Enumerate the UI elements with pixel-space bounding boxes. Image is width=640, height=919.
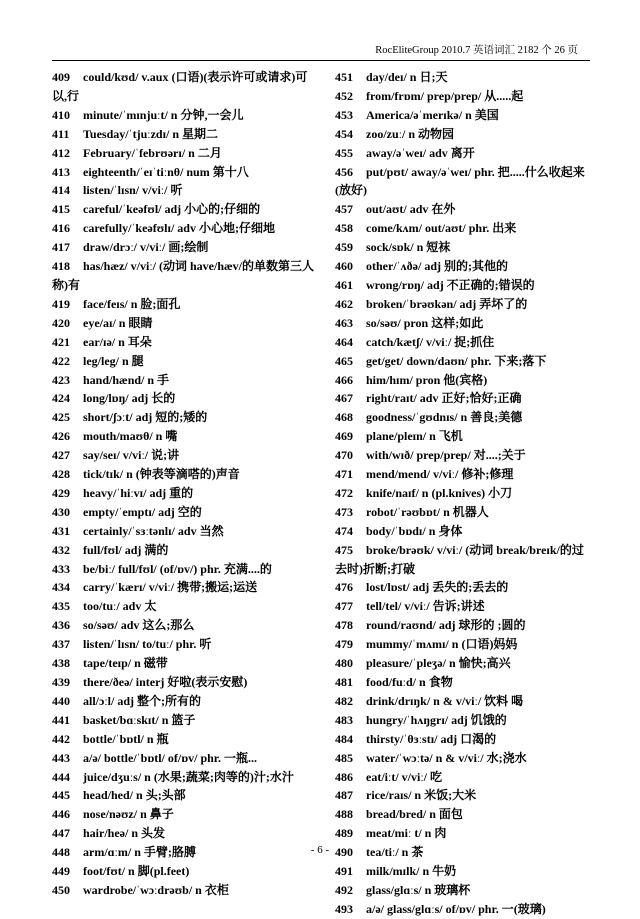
entry-text: hungry/ˈhʌŋgrɪ/ adj 饥饿的 — [366, 712, 507, 727]
entry-text: hair/heə/ n 头发 — [83, 826, 166, 841]
entry-text: broken/ˈbrəʊkən/ adj 弄坏了的 — [366, 296, 528, 311]
entry-number: 412 — [52, 145, 70, 160]
vocab-entry — [52, 333, 316, 352]
vocab-entry — [52, 616, 316, 635]
entry-number: 474 — [335, 523, 353, 538]
right-column — [335, 68, 593, 919]
vocab-entry — [335, 692, 593, 711]
vocab-entry — [52, 578, 316, 597]
entry-text: America/əˈmerɪkə/ n 美国 — [366, 107, 499, 122]
vocab-entry — [335, 446, 593, 465]
vocab-entry — [52, 805, 316, 824]
vocab-entry — [52, 484, 316, 503]
entry-number: 489 — [335, 826, 353, 841]
entry-number: 444 — [52, 769, 70, 784]
vocab-entry — [335, 768, 593, 787]
entry-number: 448 — [52, 845, 70, 860]
vocab-entry — [335, 238, 593, 257]
vocab-entry — [335, 522, 593, 541]
entry-text: sock/sɒk/ n 短袜 — [366, 240, 451, 255]
entry-number: 462 — [335, 296, 353, 311]
vocab-entry — [335, 106, 593, 125]
vocab-entry — [335, 730, 593, 749]
vocab-entry — [335, 654, 593, 673]
entry-number: 434 — [52, 580, 70, 595]
vocab-entry — [335, 465, 593, 484]
entry-number: 422 — [52, 353, 70, 368]
vocab-entry — [335, 673, 593, 692]
entry-text: certainly/ˈsɜːtənlɪ/ adv 当然 — [83, 523, 224, 538]
entry-text: all/ɔːl/ adj 整个;所有的 — [83, 693, 201, 708]
entry-number: 473 — [335, 504, 353, 519]
vocab-entry — [335, 200, 593, 219]
entry-number: 428 — [52, 467, 70, 482]
entry-number: 477 — [335, 599, 353, 614]
vocab-entry — [52, 654, 316, 673]
vocab-entry — [335, 503, 593, 522]
entry-text: drink/drɪŋk/ n & v/viː/ 饮料 喝 — [366, 693, 524, 708]
vocab-entry — [52, 371, 316, 390]
vocab-entry — [335, 578, 593, 597]
entry-text: foot/fʊt/ n 脚(pl.feet) — [83, 864, 190, 879]
entry-number: 452 — [335, 88, 353, 103]
vocab-entry — [335, 333, 593, 352]
entry-text: get/get/ down/daʊn/ phr. 下来;落下 — [366, 353, 547, 368]
entry-text: from/frɒm/ prep/prep/ 从.....起 — [366, 88, 524, 103]
entry-number: 481 — [335, 675, 353, 689]
entry-number: 421 — [52, 334, 70, 349]
entry-text: him/hɪm/ pron 他(宾格) — [366, 372, 488, 387]
vocab-entry — [335, 371, 593, 390]
vocab-entry — [335, 257, 593, 276]
vocab-entry — [52, 560, 316, 579]
entry-number: 486 — [335, 769, 353, 784]
vocab-entry — [52, 862, 316, 881]
entry-text: minute/ˈmɪnjuːt/ n 分钟,一会儿 — [83, 107, 244, 122]
entry-number: 435 — [52, 599, 70, 614]
vocab-entry — [52, 730, 316, 749]
entry-number: 464 — [335, 334, 353, 349]
entry-text: short/ʃɔːt/ adj 短的;矮的 — [83, 410, 208, 425]
entry-text: careful/ˈkeəfʊl/ adj 小心的;仔细的 — [83, 202, 261, 217]
entry-number: 463 — [335, 315, 353, 330]
vocab-entry — [335, 786, 593, 805]
vocab-entry — [335, 68, 593, 87]
vocab-entry — [335, 900, 593, 919]
vocab-entry — [335, 616, 593, 635]
entry-number: 454 — [335, 126, 353, 141]
entry-text: pleasure/ˈpleʒə/ n 愉快;高兴 — [366, 656, 511, 671]
entry-number: 445 — [52, 788, 70, 803]
entry-number: 429 — [52, 485, 70, 500]
entry-number: 482 — [335, 693, 353, 708]
entry-text: wardrobe/ˈwɔːdrəʊb/ n 衣柜 — [83, 882, 229, 897]
entry-text: rice/raɪs/ n 米饭;大米 — [366, 788, 477, 803]
entry-number: 426 — [52, 429, 70, 444]
entry-text: out/aʊt/ adv 在外 — [366, 202, 456, 217]
vocab-entry — [335, 824, 593, 843]
entry-number: 455 — [335, 145, 353, 160]
entry-text: hand/hænd/ n 手 — [83, 372, 170, 387]
entry-text: has/hæz/ v/viː/ (动词 have/hæv/的单数第三人称)有 — [52, 259, 315, 292]
vocab-entry — [52, 352, 316, 371]
vocab-entry — [52, 200, 316, 219]
entry-text: leg/leg/ n 腿 — [83, 353, 144, 368]
entry-text: eighteenth/ˈeɪˈtiːnθ/ num 第十八 — [83, 164, 249, 179]
entry-number: 470 — [335, 448, 353, 463]
entry-text: put/pʊt/ away/əˈweɪ/ phr. 把.....什么收起来(放好) — [335, 164, 585, 198]
entry-text: right/raɪt/ adv 正好;恰好;正确 — [366, 391, 522, 406]
entry-text: ear/ɪə/ n 耳朵 — [83, 334, 152, 349]
entry-text: round/raʊnd/ adj 球形的 ;圆的 — [366, 618, 526, 633]
vocab-entry — [335, 314, 593, 333]
entry-text: so/səʊ/ pron 这样;如此 — [366, 315, 484, 330]
vocab-entry — [335, 219, 593, 238]
entry-text: face/feɪs/ n 脸;面孔 — [83, 296, 181, 311]
vocab-entry — [52, 144, 316, 163]
page-number: - 6 - — [310, 844, 330, 856]
vocab-entry — [335, 541, 593, 579]
vocab-entry — [52, 541, 316, 560]
page-header: RocEliteGroup 2010.7 英语词汇 2182 个 26 页 — [375, 45, 578, 56]
vocab-entry — [52, 692, 316, 711]
entry-number: 469 — [335, 429, 353, 444]
vocab-entry — [52, 673, 316, 692]
vocab-entry — [335, 749, 593, 768]
entry-number: 488 — [335, 807, 353, 822]
entry-number: 479 — [335, 637, 353, 652]
entry-text: mend/mend/ v/viː/ 修补;修理 — [366, 467, 514, 482]
entry-text: February/ˈfebrʊərɪ/ n 二月 — [83, 145, 222, 160]
entry-number: 492 — [335, 882, 353, 897]
entry-text: arm/ɑːm/ n 手臂;胳膊 — [83, 845, 196, 860]
vocab-entry — [52, 389, 316, 408]
entry-text: water/ˈwɔːtə/ n & v/viː/ 水;浇水 — [366, 750, 527, 765]
entry-number: 438 — [52, 656, 70, 671]
vocab-entry — [52, 181, 316, 200]
entry-text: goodness/ˈgʊdnɪs/ n 善良;美德 — [366, 410, 523, 425]
entry-number: 437 — [52, 637, 70, 652]
vocab-entry — [335, 87, 593, 106]
vocab-entry — [335, 711, 593, 730]
entry-number: 451 — [335, 70, 353, 84]
entry-text: could/kʊd/ v.aux (口语)(表示许可或请求)可以,行 — [52, 70, 308, 103]
entry-number: 460 — [335, 259, 353, 274]
entry-text: wrong/rɒŋ/ adj 不正确的;错误的 — [366, 277, 535, 292]
entry-number: 446 — [52, 807, 70, 822]
entry-number: 439 — [52, 675, 70, 689]
vocab-entry — [52, 597, 316, 616]
vocab-entry — [335, 408, 593, 427]
vocab-entry — [52, 465, 316, 484]
entry-number: 487 — [335, 788, 353, 803]
vocab-entry — [52, 314, 316, 333]
entry-number: 436 — [52, 618, 70, 633]
vocab-entry — [335, 597, 593, 616]
entry-number: 471 — [335, 467, 353, 482]
vocab-entry — [52, 427, 316, 446]
entry-number: 456 — [335, 164, 353, 179]
entry-number: 466 — [335, 372, 353, 387]
entry-text: listen/ˈlɪsn/ v/viː/ 听 — [83, 183, 183, 198]
vocab-entry — [52, 446, 316, 465]
vocab-entry — [335, 427, 593, 446]
entry-text: bread/bred/ n 面包 — [366, 807, 463, 822]
entry-number: 425 — [52, 410, 70, 425]
entry-number: 461 — [335, 277, 353, 292]
entry-text: carefully/ˈkeəfʊlɪ/ adv 小心地;仔细地 — [83, 221, 275, 236]
entry-number: 453 — [335, 107, 353, 122]
vocab-entry — [52, 68, 316, 106]
entry-number: 484 — [335, 731, 353, 746]
entry-number: 427 — [52, 448, 70, 463]
entry-text: Tuesday/ˈtjuːzdɪ/ n 星期二 — [83, 126, 219, 141]
vocab-entry — [52, 881, 316, 900]
entry-text: body/ˈbɒdɪ/ n 身体 — [366, 523, 463, 538]
entry-text: listen/ˈlɪsn/ to/tuː/ phr. 听 — [83, 637, 212, 652]
entry-number: 450 — [52, 882, 70, 897]
entry-number: 493 — [335, 901, 353, 916]
entry-number: 417 — [52, 240, 70, 255]
entry-text: milk/mɪlk/ n 牛奶 — [366, 864, 457, 879]
entry-text: mummy/ˈmʌmɪ/ n (口语)妈妈 — [366, 637, 518, 652]
entry-number: 442 — [52, 731, 70, 746]
entry-text: draw/drɔː/ v/viː/ 画;绘制 — [83, 240, 209, 255]
entry-text: there/ðeə/ interj 好啦(表示安慰) — [83, 675, 248, 689]
vocab-entry — [335, 881, 593, 900]
entry-text: empty/ˈemptɪ/ adj 空的 — [83, 504, 202, 519]
entry-number: 420 — [52, 315, 70, 330]
vocab-entry — [52, 295, 316, 314]
entry-text: plane/pleɪn/ n 飞机 — [366, 429, 463, 444]
entry-text: glass/glɑːs/ n 玻璃杯 — [366, 882, 471, 897]
entry-number: 419 — [52, 296, 70, 311]
entry-number: 480 — [335, 656, 353, 671]
entry-text: be/biː/ full/fʊl/ (of/ɒv/) phr. 充满....的 — [83, 561, 272, 576]
entry-number: 478 — [335, 618, 353, 633]
entry-number: 476 — [335, 580, 353, 595]
entry-number: 457 — [335, 202, 353, 217]
vocab-entry — [52, 238, 316, 257]
vocab-entry — [52, 635, 316, 654]
entry-text: day/deɪ/ n 日;天 — [366, 70, 448, 84]
entry-number: 475 — [335, 542, 353, 557]
vocab-entry — [52, 219, 316, 238]
entry-number: 424 — [52, 391, 70, 406]
entry-text: nose/nəʊz/ n 鼻子 — [83, 807, 174, 822]
entry-text: tape/teɪp/ n 磁带 — [83, 656, 168, 671]
entry-text: zoo/zuː/ n 动物园 — [366, 126, 455, 141]
entry-number: 433 — [52, 561, 70, 576]
entry-text: with/wɪð/ prep/prep/ 对....;关于 — [366, 448, 526, 463]
entry-number: 441 — [52, 712, 70, 727]
entry-text: bottle/ˈbɒtl/ n 瓶 — [83, 731, 169, 746]
entry-text: a/ə/ bottle/ˈbɒtl/ of/ɒv/ phr. 一瓶... — [83, 750, 258, 765]
vocab-entry — [335, 295, 593, 314]
entry-text: eye/aɪ/ n 眼睛 — [83, 315, 153, 330]
entry-text: a/ə/ glass/glɑːs/ of/ɒv/ phr. 一(玻璃) — [366, 901, 546, 916]
entry-text: head/hed/ n 头;头部 — [83, 788, 186, 803]
entry-number: 459 — [335, 240, 353, 255]
entry-number: 443 — [52, 750, 70, 765]
entry-text: too/tuː/ adv 太 — [83, 599, 157, 614]
entry-text: carry/ˈkærɪ/ v/viː/ 携带;搬运;运送 — [83, 580, 258, 595]
entry-text: eat/iːt/ v/viː/ 吃 — [366, 769, 442, 784]
entry-number: 491 — [335, 864, 353, 879]
entry-text: tea/tiː/ n 茶 — [366, 845, 424, 860]
vocab-entry — [335, 144, 593, 163]
entry-text: basket/bɑːskɪt/ n 篮子 — [83, 712, 196, 727]
entry-number: 458 — [335, 221, 353, 236]
entry-number: 468 — [335, 410, 353, 425]
entry-text: long/lɒŋ/ adj 长的 — [83, 391, 176, 406]
entry-number: 416 — [52, 221, 70, 236]
vocab-entry — [335, 352, 593, 371]
entry-number: 465 — [335, 353, 353, 368]
entry-text: full/fʊl/ adj 满的 — [83, 542, 169, 557]
vocab-entry — [335, 125, 593, 144]
vocab-entry — [52, 408, 316, 427]
entry-text: tick/tɪk/ n (钟表等滴嗒的)声音 — [83, 467, 240, 482]
vocab-entry — [335, 163, 593, 201]
entry-number: 472 — [335, 485, 353, 500]
entry-text: come/kʌm/ out/aʊt/ phr. 出来 — [366, 221, 517, 236]
entry-text: heavy/ˈhiːvɪ/ adj 重的 — [83, 485, 194, 500]
entry-number: 449 — [52, 864, 70, 879]
entry-number: 483 — [335, 712, 353, 727]
vocab-entry — [335, 389, 593, 408]
entry-text: away/əˈweɪ/ adv 离开 — [366, 145, 475, 160]
entry-text: tell/tel/ v/viː/ 告诉;讲述 — [366, 599, 485, 614]
entry-text: food/fuːd/ n 食物 — [366, 675, 453, 689]
entry-number: 430 — [52, 504, 70, 519]
entry-number: 415 — [52, 202, 70, 217]
entry-text: juice/dʒuːs/ n (水果;蔬菜;肉等的)汁;水汁 — [83, 769, 294, 784]
entry-text: meat/miː t/ n 肉 — [366, 826, 447, 841]
entry-text: mouth/maʊθ/ n 嘴 — [83, 429, 178, 444]
vocab-entry — [52, 768, 316, 787]
entry-text: so/səʊ/ adv 这么;那么 — [83, 618, 195, 633]
entry-text: thirsty/ˈθɜːstɪ/ adj 口渴的 — [366, 731, 497, 746]
header-rule — [52, 60, 590, 61]
entry-number: 467 — [335, 391, 353, 406]
left-column — [52, 68, 316, 900]
entry-text: say/seɪ/ v/viː/ 说;讲 — [83, 448, 180, 463]
vocab-entry — [52, 163, 316, 182]
vocab-entry — [335, 635, 593, 654]
entry-number: 440 — [52, 693, 70, 708]
entry-number: 411 — [52, 126, 70, 141]
entry-number: 432 — [52, 542, 70, 557]
entry-text: broke/brəʊk/ v/viː/ (动词 break/breɪk/的过去时)折断;打破 — [335, 542, 584, 576]
entry-text: robot/ˈrəʊbɒt/ n 机器人 — [366, 504, 489, 519]
vocab-entry — [335, 276, 593, 295]
vocab-entry — [52, 106, 316, 125]
entry-number: 447 — [52, 826, 70, 841]
entry-number: 414 — [52, 183, 70, 198]
entry-number: 410 — [52, 107, 70, 122]
vocab-entry — [335, 805, 593, 824]
vocab-entry — [52, 824, 316, 843]
entry-number: 413 — [52, 164, 70, 179]
entry-text: knife/naɪf/ n (pl.knives) 小刀 — [366, 485, 513, 500]
vocab-entry — [52, 125, 316, 144]
vocab-entry — [335, 862, 593, 881]
entry-number: 409 — [52, 70, 70, 84]
vocab-entry — [52, 257, 316, 295]
vocab-entry — [52, 522, 316, 541]
entry-text: lost/lɒst/ adj 丢失的;丢去的 — [366, 580, 509, 595]
entry-number: 423 — [52, 372, 70, 387]
entry-number: 490 — [335, 845, 353, 860]
vocab-entry — [335, 484, 593, 503]
vocab-entry — [52, 503, 316, 522]
entry-text: catch/kætʃ/ v/viː/ 捉;抓住 — [366, 334, 495, 349]
vocab-entry — [52, 711, 316, 730]
entry-number: 431 — [52, 523, 70, 538]
vocab-entry — [52, 749, 316, 768]
entry-text: other/ˈʌðə/ adj 别的;其他的 — [366, 259, 508, 274]
vocab-entry — [52, 786, 316, 805]
entry-number: 418 — [52, 259, 70, 274]
entry-number: 485 — [335, 750, 353, 765]
